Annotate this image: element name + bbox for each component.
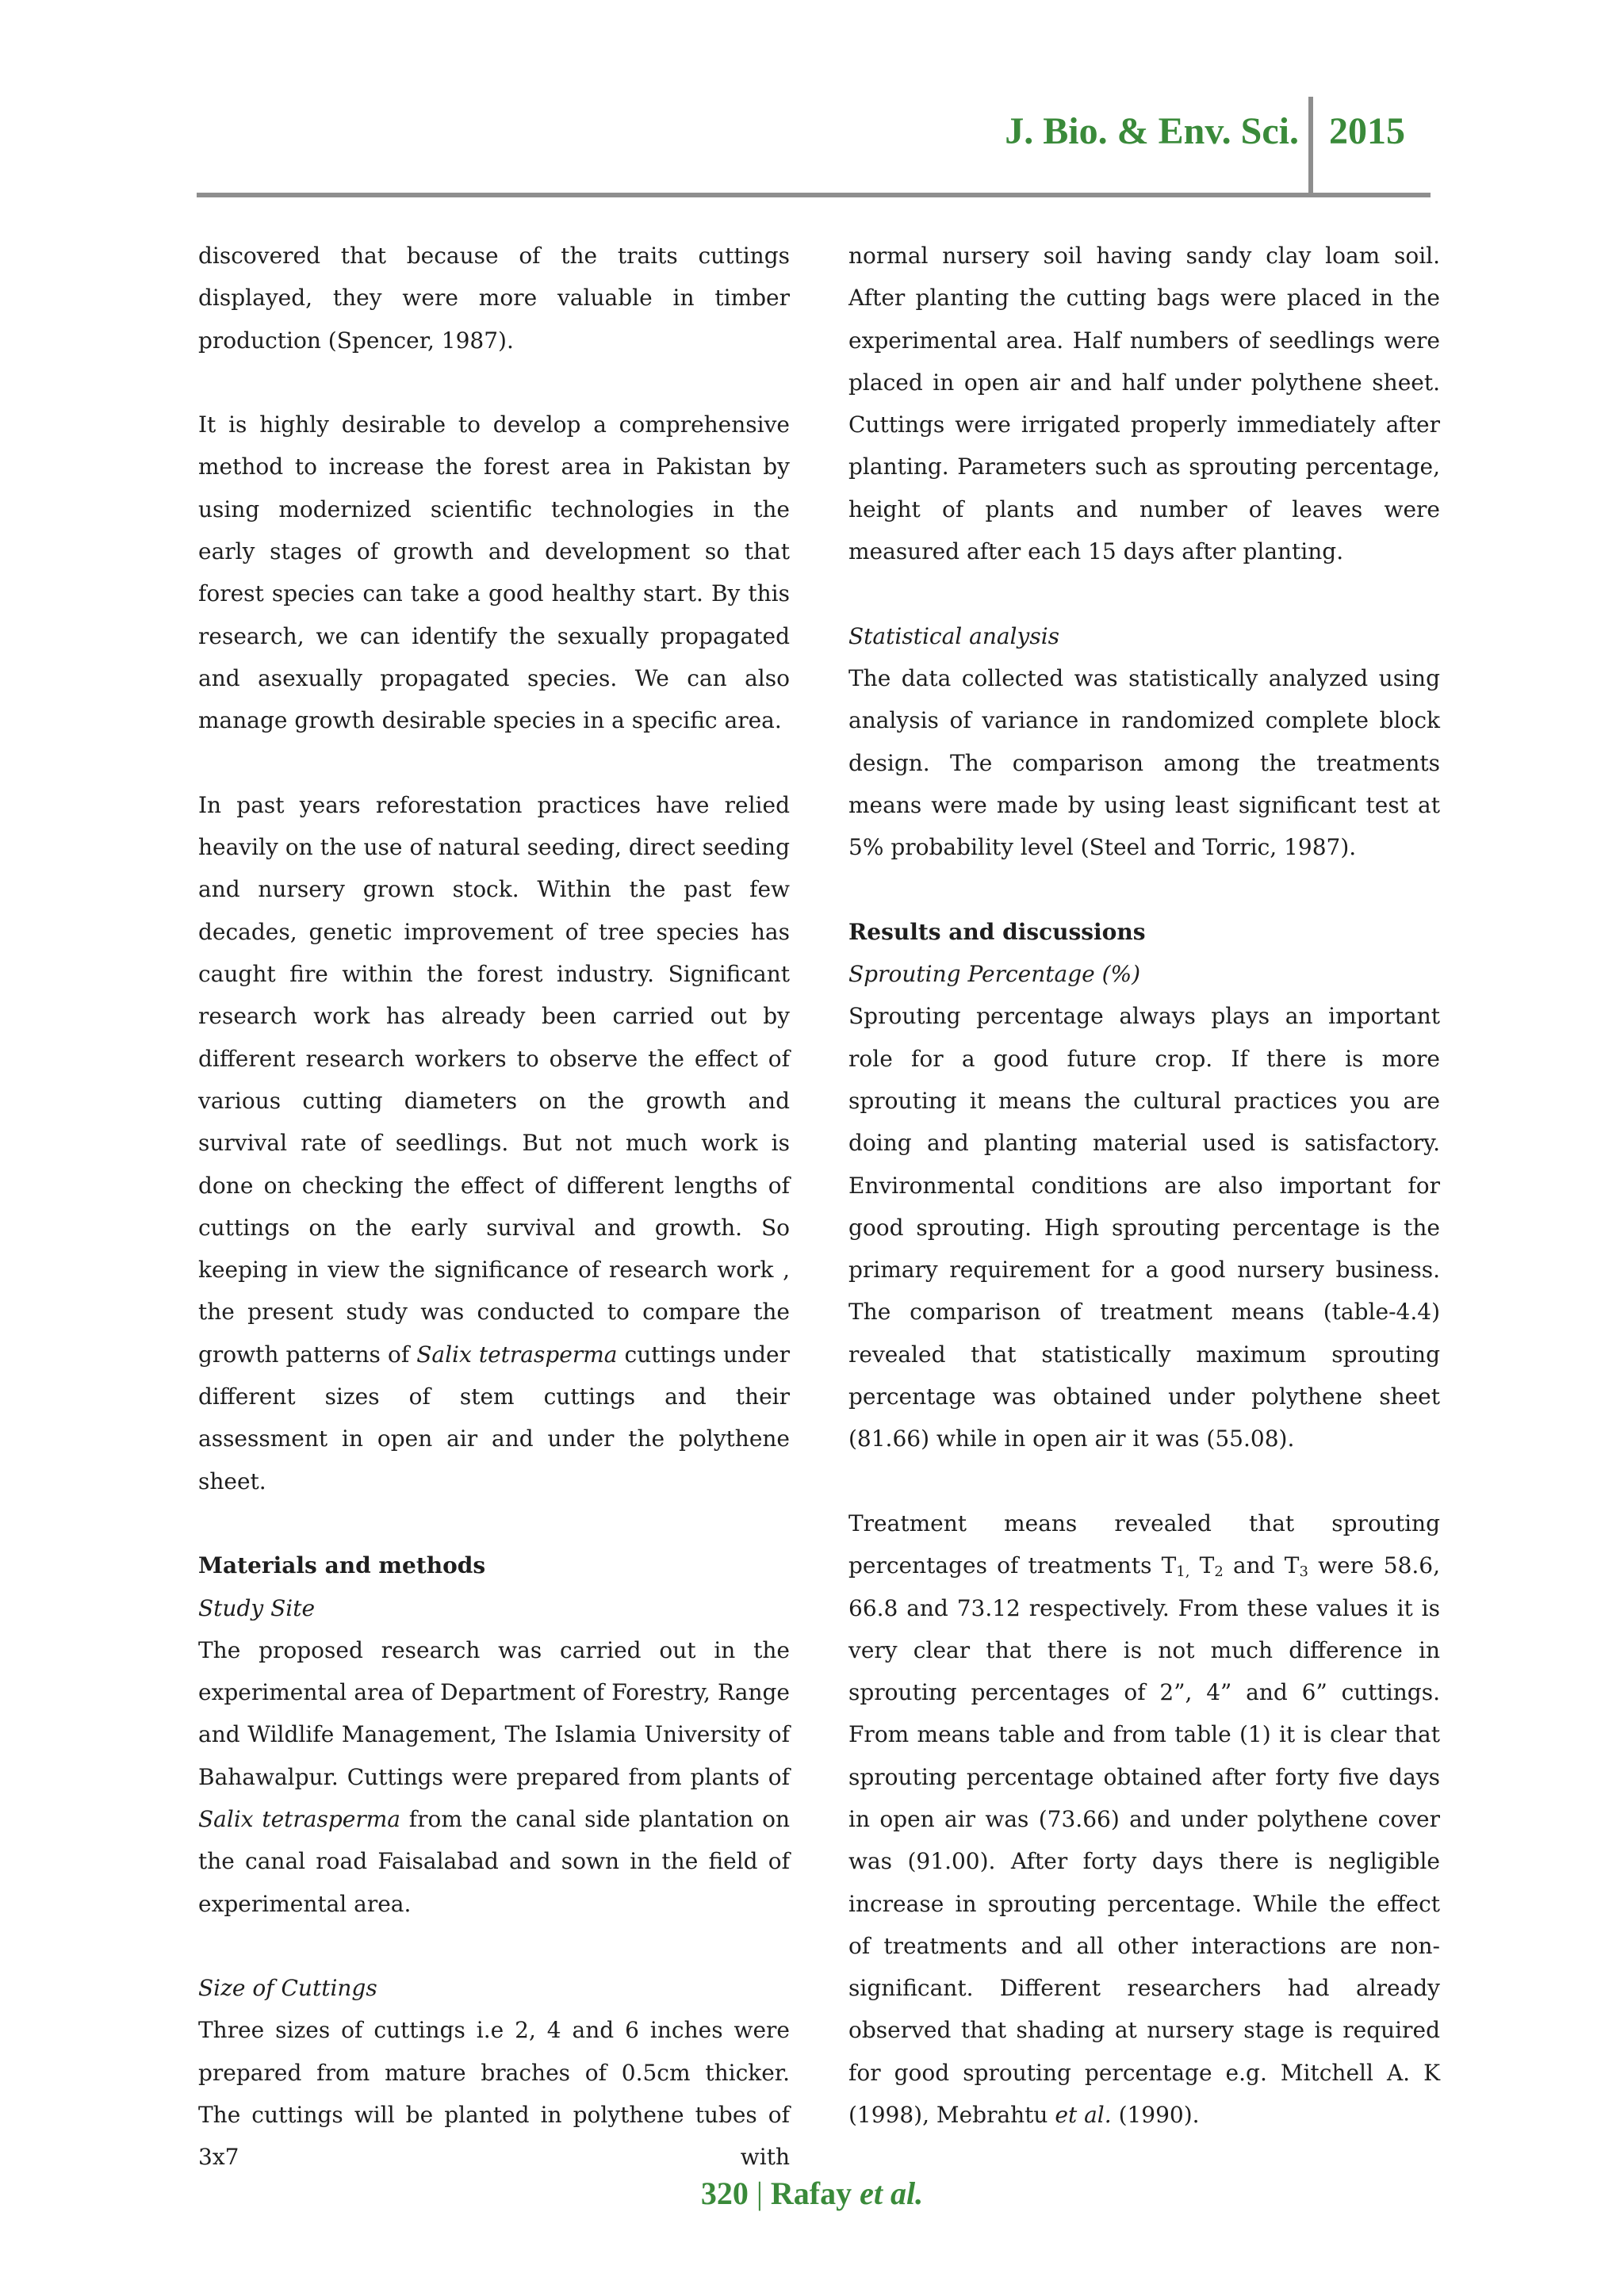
spacer: [198, 742, 790, 784]
subsection-heading: Sprouting Percentage (%): [848, 961, 1141, 988]
paragraph: [198, 784, 790, 1502]
text-run: from the canal side plantation on the canal road Faisalabad and sown in the field of experimental area.: [198, 1805, 790, 1917]
text-run: Treatment means revealed that sprouting percentages of treatments T: [848, 1510, 1440, 1579]
section-heading: Results and discussions: [848, 918, 1146, 945]
text-run: and T: [1232, 1552, 1300, 1579]
text-run: cuttings under different sizes of stem cuttings and their assessment in open air and under the polythene sheet.: [198, 1341, 790, 1494]
section-heading: Materials and methods: [198, 1552, 486, 1579]
paragraph: It is highly desirable to develop a comprehensive method to increase the forest area in Pakistan by using modernized scientific technologies in the early stages of growth and development so that forest species can take a good healthy start. By this research, we can identify the sexually propagated and asexually propagated species. We can also manage growth desirable species in a specific area.: [198, 411, 790, 734]
right-column: [848, 235, 1440, 2136]
page-number: 320: [700, 2175, 749, 2211]
text-run: T: [1199, 1552, 1215, 1579]
journal-title: J. Bio. & Env. Sci.: [1005, 110, 1299, 152]
subscript: 3: [1299, 1563, 1308, 1581]
footer-etal: et al.: [860, 2175, 924, 2211]
spacer: [848, 572, 1440, 614]
spacer: [198, 362, 790, 404]
paragraph: [198, 1629, 790, 1925]
paragraph: Sprouting percentage always plays an important role for a good future crop. If there is more sprouting it means the cultural practices you are doing and planting material used is satisfactory. Environmental conditions are also important for good sprouting. High sprouting percentage is the primary requirement for a good nursery business. The comparison of treatment means (table-4.4) revealed that statistically maximum sprouting percentage was obtained under polythene sheet (81.66) while in open air it was (55.08).: [848, 1003, 1440, 1452]
subsection-heading: Size of Cuttings: [198, 1975, 377, 2002]
header-rule: [197, 193, 1431, 197]
paragraph: normal nursery soil having sandy clay loam soil. After planting the cutting bags were placed in the experimental area. Half numbers of seedlings were placed in open air and half under polythene sheet. Cuttings were irrigated properly immediately after planting. Parameters such as sprouting percentage, height of plants and number of leaves were measured after each 15 days after planting.: [848, 243, 1440, 565]
species-name: Salix tetrasperma: [416, 1341, 618, 1368]
text-run: The proposed research was carried out in the experimental area of Department of Forestry, Range and Wildlife Management, The Islamia University of Bahawalpur. Cuttings were prepared from plants of: [198, 1636, 790, 1790]
page-footer: [0, 2174, 1624, 2214]
footer-separator: |: [756, 2175, 763, 2211]
text-run: (1990).: [1118, 2102, 1200, 2129]
italic-run: et al.: [1055, 2102, 1112, 2129]
spacer: [848, 868, 1440, 910]
spacer: [198, 1925, 790, 1967]
header-divider: [1308, 97, 1313, 197]
subscript: 2: [1214, 1563, 1224, 1581]
species-name: Salix tetrasperma: [198, 1805, 400, 1832]
text-run: were 58.6, 66.8 and 73.12 respectively. From these values it is very clear that there is not much difference in sprouting percentages of 2”, 4” and 6” cuttings. From means table and from table (1) it is clear that sprouting percentage obtained after forty five days in open air was (73.66) and under polythene cover was (91.00). After forty days there is negligible increase in sprouting percentage. While the effect of treatments and all other interactions are non-significant. Different researchers had already observed that shading at nursery stage is required for good sprouting percentage e.g. Mitchell A. K (1998), Mebrahtu: [848, 1552, 1440, 2129]
subscript: 1,: [1176, 1563, 1190, 1581]
journal-year: 2015: [1329, 110, 1405, 152]
spacer: [198, 1502, 790, 1544]
left-column: [198, 235, 790, 2179]
footer-author: Rafay: [770, 2175, 852, 2211]
subsection-heading: Statistical analysis: [848, 622, 1060, 649]
paragraph: [848, 1502, 1440, 2136]
text-run: In past years reforestation practices have relied heavily on the use of natural seeding, direct seeding and nursery grown stock. Within the past few decades, genetic improvement of tree species has caught fire within the forest industry. Significant research work has already been carried out by different research workers to observe the effect of various cutting diameters on the growth and survival rate of seedlings. But not much work is done on checking the effect of different lengths of cuttings on the early survival and growth. So keeping in view the significance of research work , the present study was conducted to compare the growth patterns of: [198, 791, 790, 1368]
spacer: [848, 1460, 1440, 1502]
paragraph: discovered that because of the traits cuttings displayed, they were more valuable in timber production (Spencer, 1987).: [198, 243, 790, 354]
paragraph: The data collected was statistically analyzed using analysis of variance in randomized complete block design. The comparison among the treatments means were made by using least significant test at 5% probability level (Steel and Torric, 1987).: [848, 664, 1440, 861]
subsection-heading: Study Site: [198, 1594, 316, 1621]
paragraph: Three sizes of cuttings i.e 2, 4 and 6 inches were prepared from mature braches of 0.5cm thicker. The cuttings will be planted in polythene tubes of 3x7 with: [198, 2017, 790, 2171]
